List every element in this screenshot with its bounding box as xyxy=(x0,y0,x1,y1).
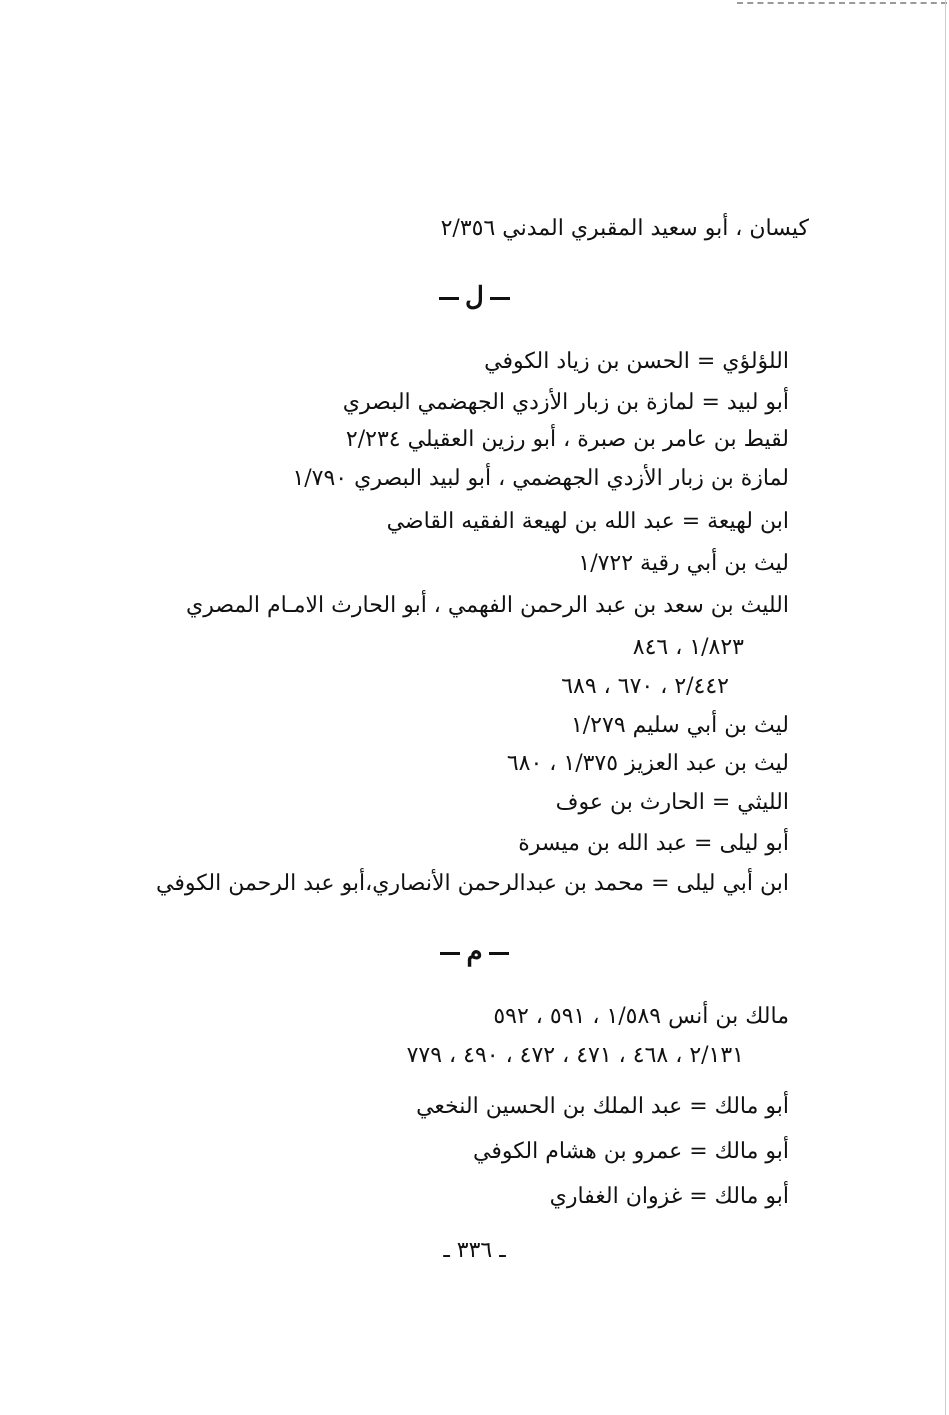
entry-line: أبو ليلى = عبد الله بن ميسرة xyxy=(518,831,789,856)
entry-line: أبو مالك = عمرو بن هشام الكوفي xyxy=(473,1139,789,1164)
heading-dash-right xyxy=(439,297,459,300)
entry-line: الليث بن سعد بن عبد الرحمن الفهمي ، أبو الحارث الامـام المصري xyxy=(185,593,789,618)
entry-line: ابن أبي ليلى = محمد بن عبدالرحمن الأنصاري،أبو عبد الرحمن الكوفي xyxy=(156,871,789,896)
entry-line: ليث بن أبي سليم ١/٢٧٩ xyxy=(570,713,789,738)
entry-line: الليثي = الحارث بن عوف xyxy=(555,790,789,815)
entry-line: اللؤلؤي = الحسن بن زياد الكوفي xyxy=(484,349,789,374)
section-heading-mim xyxy=(0,936,949,968)
entry-line: ليث بن أبي رقية ١/٧٢٢ xyxy=(578,551,789,576)
entry-line: أبو مالك = عبد الملك بن الحسين النخعي xyxy=(416,1094,789,1119)
entry-line: لقيط بن عامر بن صبرة ، أبو رزين العقيلي ٢/٢٣٤ xyxy=(345,427,789,452)
page-number: ـ ٣٣٦ ـ xyxy=(443,1238,506,1263)
entry-line: مالك بن أنس ١/٥٨٩ ، ٥٩١ ، ٥٩٢ xyxy=(493,1004,789,1029)
heading-dash-left xyxy=(489,952,509,955)
scan-edge-line xyxy=(945,0,946,1415)
heading-letter: ل xyxy=(465,282,484,312)
heading-letter: م xyxy=(466,937,483,967)
heading-dash-right xyxy=(440,952,460,955)
entry-top: كيسان ، أبو سعيد المقبري المدني ٢/٣٥٦ xyxy=(440,216,809,241)
entry-line: ابن لهيعة = عبد الله بن لهيعة الفقيه القاضي xyxy=(386,509,789,534)
entry-continuation: ١/٨٢٣ ، ٨٤٦ xyxy=(632,635,744,660)
section-heading-lam xyxy=(0,281,949,313)
heading-dash-left xyxy=(490,297,510,300)
entry-continuation: ٢/٤٤٢ ، ٦٧٠ ، ٦٨٩ xyxy=(561,674,729,699)
entry-line: ليث بن عبد العزيز ١/٣٧٥ ، ٦٨٠ xyxy=(506,751,789,776)
entry-line: أبو مالك = غزوان الغفاري xyxy=(549,1184,789,1209)
entry-line: أبو لبيد = لمازة بن زبار الأزدي الجهضمي البصري xyxy=(342,390,789,415)
entry-line: لمازة بن زبار الأزدي الجهضمي ، أبو لبيد البصري ١/٧٩٠ xyxy=(292,466,789,491)
scan-edge-mark xyxy=(737,2,947,6)
entry-continuation: ٢/١٣١ ، ٤٦٨ ، ٤٧١ ، ٤٧٢ ، ٤٩٠ ، ٧٧٩ xyxy=(406,1043,744,1068)
